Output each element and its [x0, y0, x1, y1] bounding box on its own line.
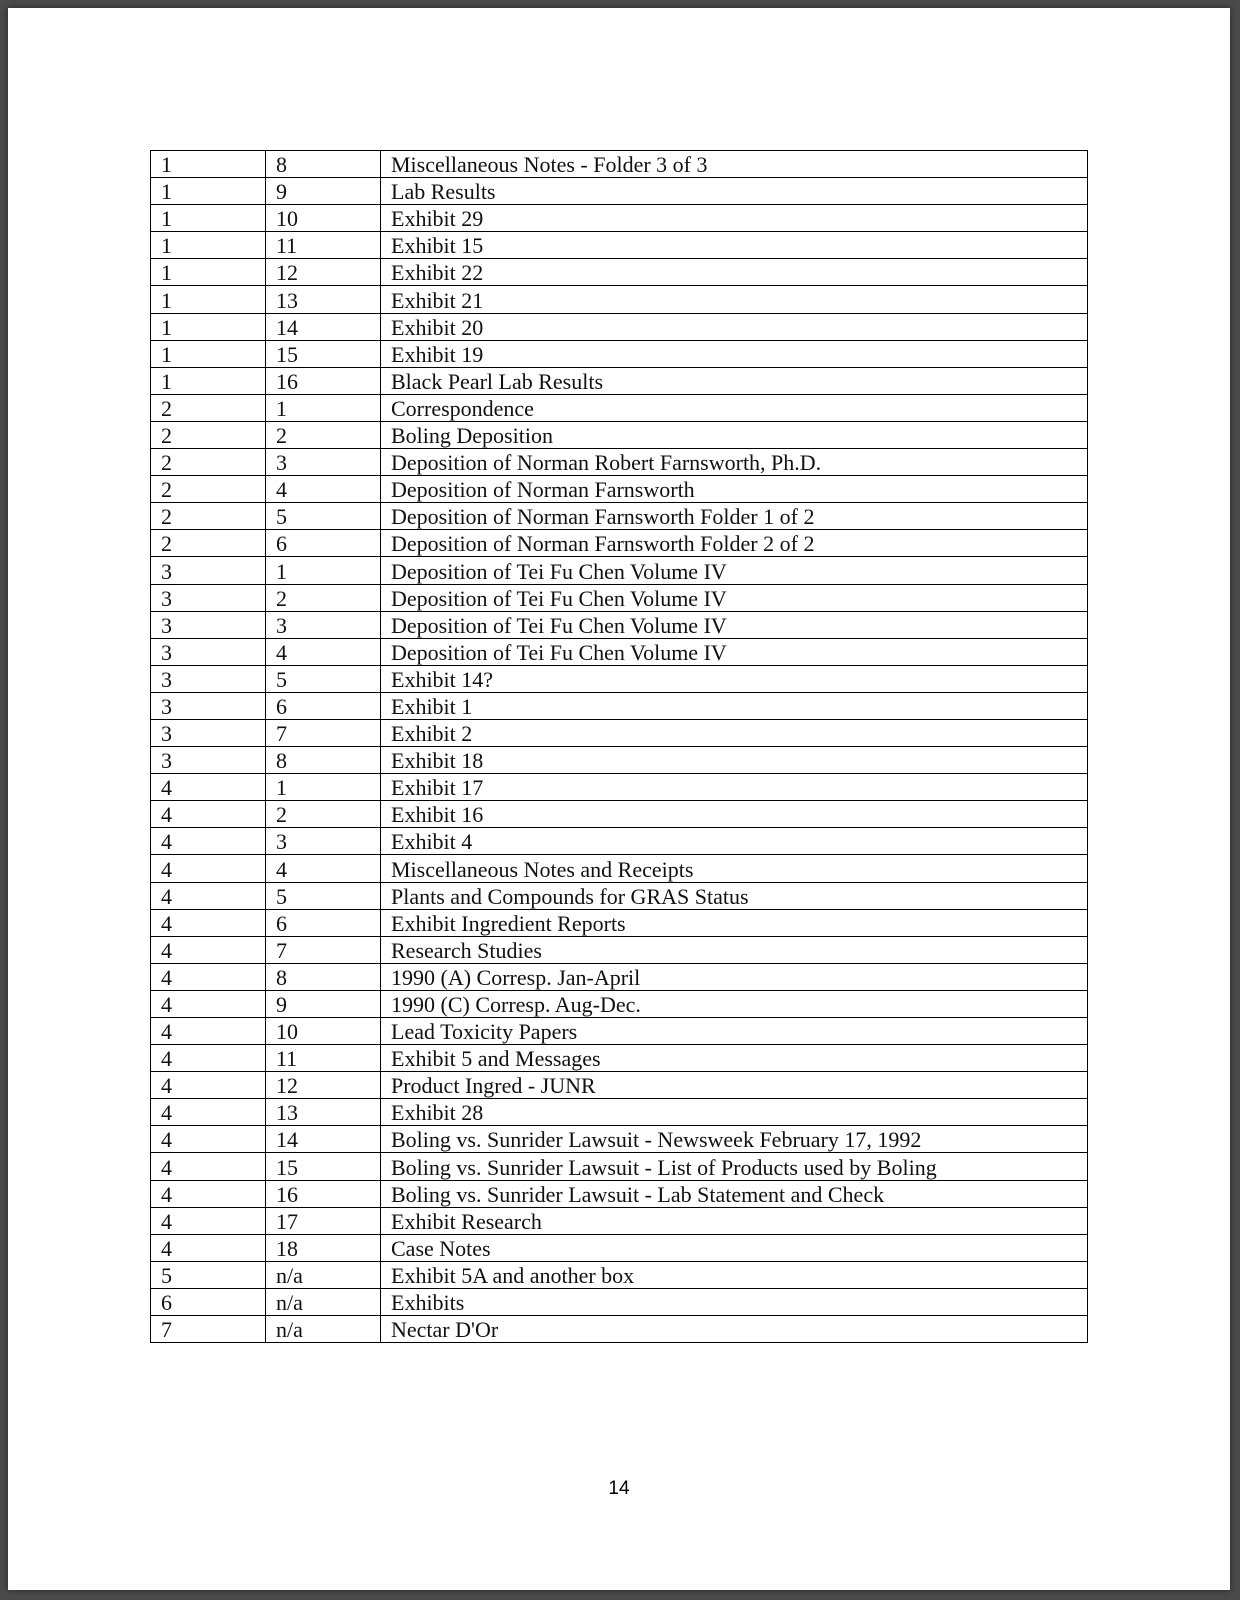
folder-number-cell: 14	[266, 313, 381, 340]
box-number-cell: 4	[151, 774, 266, 801]
table-row	[151, 638, 1088, 665]
folder-number-cell: 5	[266, 503, 381, 530]
box-number-cell: 2	[151, 421, 266, 448]
table-row	[151, 1072, 1088, 1099]
folder-title-cell: Miscellaneous Notes and Receipts	[381, 855, 1088, 882]
folder-number-cell: 13	[266, 286, 381, 313]
box-number-cell: 4	[151, 828, 266, 855]
box-number-cell: 3	[151, 719, 266, 746]
folder-number-cell: 2	[266, 421, 381, 448]
table-row	[151, 963, 1088, 990]
box-number-cell: 2	[151, 394, 266, 421]
folder-title-cell: Exhibit 1	[381, 692, 1088, 719]
folder-number-cell: 2	[266, 584, 381, 611]
table-row	[151, 1316, 1088, 1343]
folder-title-cell: Exhibits	[381, 1288, 1088, 1315]
folder-number-cell: 3	[266, 449, 381, 476]
table-row	[151, 1126, 1088, 1153]
table-row	[151, 1045, 1088, 1072]
table-row	[151, 990, 1088, 1017]
box-number-cell: 2	[151, 476, 266, 503]
folder-title-cell: Exhibit 17	[381, 774, 1088, 801]
folder-number-cell: 11	[266, 232, 381, 259]
table-row	[151, 557, 1088, 584]
box-number-cell: 4	[151, 990, 266, 1017]
folder-title-cell: Correspondence	[381, 394, 1088, 421]
folder-title-cell: Exhibit 21	[381, 286, 1088, 313]
folder-title-cell: Deposition of Norman Farnsworth Folder 1 of 2	[381, 503, 1088, 530]
box-number-cell: 4	[151, 1207, 266, 1234]
box-number-cell: 4	[151, 963, 266, 990]
table-row	[151, 828, 1088, 855]
table-row	[151, 286, 1088, 313]
folder-title-cell: Product Ingred - JUNR	[381, 1072, 1088, 1099]
folder-title-cell: Boling vs. Sunrider Lawsuit - List of Products used by Boling	[381, 1153, 1088, 1180]
folder-number-cell: 4	[266, 476, 381, 503]
folder-number-cell: 8	[266, 747, 381, 774]
table-row	[151, 1153, 1088, 1180]
table-row	[151, 747, 1088, 774]
box-number-cell: 6	[151, 1288, 266, 1315]
folder-number-cell: 11	[266, 1045, 381, 1072]
table-row	[151, 259, 1088, 286]
box-number-cell: 4	[151, 909, 266, 936]
folder-number-cell: 2	[266, 801, 381, 828]
box-number-cell: 4	[151, 1018, 266, 1045]
folder-number-cell: 8	[266, 963, 381, 990]
table-row	[151, 449, 1088, 476]
table-row	[151, 476, 1088, 503]
folder-title-cell: Exhibit 22	[381, 259, 1088, 286]
table-row	[151, 530, 1088, 557]
table-row	[151, 1099, 1088, 1126]
table-row	[151, 1207, 1088, 1234]
folder-number-cell: 10	[266, 1018, 381, 1045]
folder-number-cell: 4	[266, 855, 381, 882]
folder-number-cell: 9	[266, 990, 381, 1017]
table-row	[151, 882, 1088, 909]
folder-title-cell: Deposition of Norman Farnsworth	[381, 476, 1088, 503]
table-row	[151, 421, 1088, 448]
box-number-cell: 4	[151, 1180, 266, 1207]
folder-number-cell: 6	[266, 909, 381, 936]
box-number-cell: 1	[151, 286, 266, 313]
folder-title-cell: Exhibit Ingredient Reports	[381, 909, 1088, 936]
folder-title-cell: Nectar D'Or	[381, 1316, 1088, 1343]
folder-number-cell: 15	[266, 340, 381, 367]
table-row	[151, 1261, 1088, 1288]
folder-number-cell: 7	[266, 936, 381, 963]
folder-title-cell: Exhibit 16	[381, 801, 1088, 828]
folder-title-cell: Black Pearl Lab Results	[381, 367, 1088, 394]
folder-title-cell: Exhibit 18	[381, 747, 1088, 774]
folder-number-cell: 6	[266, 692, 381, 719]
document-page	[8, 8, 1230, 1590]
folder-number-cell: 1	[266, 774, 381, 801]
box-number-cell: 1	[151, 232, 266, 259]
box-number-cell: 3	[151, 611, 266, 638]
table-row	[151, 367, 1088, 394]
folder-title-cell: 1990 (A) Corresp. Jan-April	[381, 963, 1088, 990]
box-number-cell: 2	[151, 449, 266, 476]
folder-title-cell: Deposition of Tei Fu Chen Volume IV	[381, 557, 1088, 584]
folder-number-cell: 7	[266, 719, 381, 746]
folder-title-cell: 1990 (C) Corresp. Aug-Dec.	[381, 990, 1088, 1017]
table-row	[151, 936, 1088, 963]
folder-number-cell: 1	[266, 557, 381, 584]
box-number-cell: 4	[151, 801, 266, 828]
folder-title-cell: Research Studies	[381, 936, 1088, 963]
folder-title-cell: Plants and Compounds for GRAS Status	[381, 882, 1088, 909]
folder-title-cell: Lead Toxicity Papers	[381, 1018, 1088, 1045]
folder-title-cell: Exhibit 4	[381, 828, 1088, 855]
folder-title-cell: Exhibit 29	[381, 205, 1088, 232]
box-number-cell: 7	[151, 1316, 266, 1343]
table-row	[151, 611, 1088, 638]
folder-number-cell: 4	[266, 638, 381, 665]
box-number-cell: 1	[151, 259, 266, 286]
table-row	[151, 205, 1088, 232]
table-row	[151, 719, 1088, 746]
folder-title-cell: Boling Deposition	[381, 421, 1088, 448]
folder-title-cell: Case Notes	[381, 1234, 1088, 1261]
folder-number-cell: 12	[266, 259, 381, 286]
folder-title-cell: Exhibit 20	[381, 313, 1088, 340]
folder-number-cell: 8	[266, 151, 381, 178]
box-number-cell: 5	[151, 1261, 266, 1288]
table-row	[151, 584, 1088, 611]
box-number-cell: 1	[151, 340, 266, 367]
table-row	[151, 692, 1088, 719]
box-number-cell: 3	[151, 584, 266, 611]
folder-number-cell: 3	[266, 611, 381, 638]
table-body	[151, 151, 1088, 1343]
folder-number-cell: 14	[266, 1126, 381, 1153]
box-folder-table	[150, 150, 1088, 1343]
box-number-cell: 4	[151, 936, 266, 963]
folder-title-cell: Miscellaneous Notes - Folder 3 of 3	[381, 151, 1088, 178]
folder-title-cell: Exhibit 14?	[381, 665, 1088, 692]
table-row	[151, 1234, 1088, 1261]
folder-number-cell: 17	[266, 1207, 381, 1234]
page-number: 14	[608, 1478, 630, 1499]
folder-title-cell: Boling vs. Sunrider Lawsuit - Newsweek February 17, 1992	[381, 1126, 1088, 1153]
folder-number-cell: n/a	[266, 1316, 381, 1343]
table-row	[151, 855, 1088, 882]
folder-title-cell: Exhibit 5 and Messages	[381, 1045, 1088, 1072]
table-row	[151, 1288, 1088, 1315]
folder-title-cell: Deposition of Tei Fu Chen Volume IV	[381, 611, 1088, 638]
folder-number-cell: 5	[266, 882, 381, 909]
box-number-cell: 1	[151, 367, 266, 394]
box-number-cell: 4	[151, 1234, 266, 1261]
folder-title-cell: Boling vs. Sunrider Lawsuit - Lab Statement and Check	[381, 1180, 1088, 1207]
folder-title-cell: Deposition of Tei Fu Chen Volume IV	[381, 638, 1088, 665]
folder-number-cell: n/a	[266, 1261, 381, 1288]
folder-title-cell: Lab Results	[381, 178, 1088, 205]
box-number-cell: 4	[151, 1072, 266, 1099]
box-number-cell: 4	[151, 1099, 266, 1126]
table-row	[151, 665, 1088, 692]
folder-title-cell: Exhibit 19	[381, 340, 1088, 367]
folder-title-cell: Exhibit Research	[381, 1207, 1088, 1234]
table-row	[151, 1180, 1088, 1207]
folder-number-cell: 13	[266, 1099, 381, 1126]
folder-number-cell: n/a	[266, 1288, 381, 1315]
box-number-cell: 1	[151, 205, 266, 232]
folder-number-cell: 18	[266, 1234, 381, 1261]
folder-title-cell: Deposition of Tei Fu Chen Volume IV	[381, 584, 1088, 611]
table-row	[151, 801, 1088, 828]
table-row	[151, 232, 1088, 259]
folder-title-cell: Exhibit 28	[381, 1099, 1088, 1126]
table-row	[151, 909, 1088, 936]
folder-number-cell: 16	[266, 367, 381, 394]
table-row	[151, 774, 1088, 801]
box-number-cell: 2	[151, 530, 266, 557]
folder-number-cell: 3	[266, 828, 381, 855]
folder-number-cell: 1	[266, 394, 381, 421]
box-number-cell: 3	[151, 747, 266, 774]
table-row	[151, 340, 1088, 367]
table-row	[151, 151, 1088, 178]
folder-title-cell: Deposition of Norman Robert Farnsworth, Ph.D.	[381, 449, 1088, 476]
box-number-cell: 2	[151, 503, 266, 530]
folder-title-cell: Exhibit 2	[381, 719, 1088, 746]
folder-title-cell: Deposition of Norman Farnsworth Folder 2 of 2	[381, 530, 1088, 557]
table-row	[151, 394, 1088, 421]
table-row	[151, 503, 1088, 530]
box-number-cell: 4	[151, 882, 266, 909]
box-number-cell: 3	[151, 638, 266, 665]
box-number-cell: 4	[151, 1045, 266, 1072]
box-number-cell: 3	[151, 557, 266, 584]
box-number-cell: 1	[151, 313, 266, 340]
table-row	[151, 1018, 1088, 1045]
folder-number-cell: 16	[266, 1180, 381, 1207]
folder-title-cell: Exhibit 5A and another box	[381, 1261, 1088, 1288]
box-number-cell: 4	[151, 855, 266, 882]
folder-number-cell: 5	[266, 665, 381, 692]
table-row	[151, 313, 1088, 340]
box-number-cell: 4	[151, 1153, 266, 1180]
table-row	[151, 178, 1088, 205]
box-number-cell: 1	[151, 151, 266, 178]
folder-number-cell: 15	[266, 1153, 381, 1180]
box-number-cell: 1	[151, 178, 266, 205]
folder-number-cell: 12	[266, 1072, 381, 1099]
folder-number-cell: 10	[266, 205, 381, 232]
folder-number-cell: 9	[266, 178, 381, 205]
box-number-cell: 3	[151, 692, 266, 719]
folder-number-cell: 6	[266, 530, 381, 557]
box-number-cell: 4	[151, 1126, 266, 1153]
box-number-cell: 3	[151, 665, 266, 692]
folder-title-cell: Exhibit 15	[381, 232, 1088, 259]
